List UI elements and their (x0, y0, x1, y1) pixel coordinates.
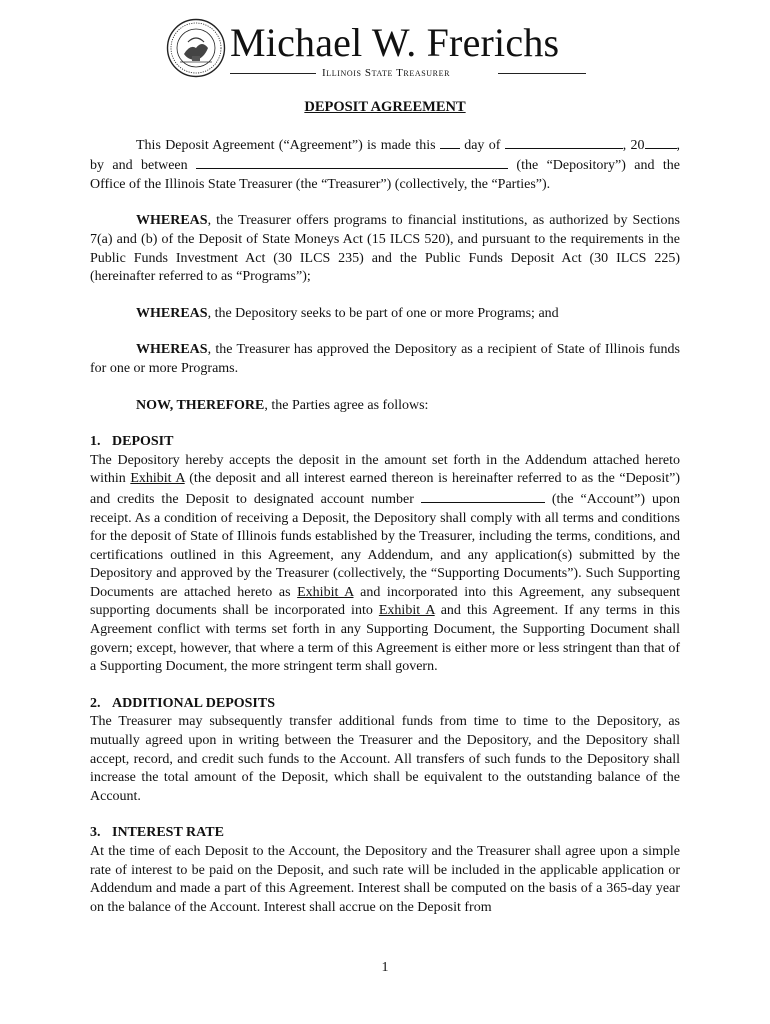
whereas-paragraph (90, 305, 680, 324)
section-text: and this Agreement. If any terms in this Agreement conflict with terms set forth in any Supporting Document, the Supporting Document shall govern; except, however, that where a term of this Agreement is either more or less stringent than that of a Supporting Document, the more stringent term shall govern. (90, 603, 681, 675)
section-body: At the time of each Deposit to the Account, the Depository and the Treasurer shall agree upon a simple rate of interest to be paid on the Deposit, and such rate will be included in the applicable application or Addendum and made a part of this Agreement. Interest shall be computed on the basis of a 365-day year on the balance of the Account. Interest shall accrue on the Deposit from (90, 844, 680, 915)
whereas-paragraph (90, 341, 680, 378)
intro-text: , (622, 137, 627, 153)
whereas-lead: WHEREAS (136, 213, 208, 229)
state-seal-icon (166, 18, 226, 78)
exhibit-a-reference: Exhibit A (297, 584, 354, 600)
whereas-paragraph (90, 212, 680, 286)
depository-name-blank[interactable] (196, 155, 508, 169)
letterhead-subtitle-row (230, 66, 586, 80)
intro-text: , by and between (90, 137, 680, 174)
intro-text: and the Office of the Illinois State Treasurer (the “Treasurer”) (collectively, the “Parties”). (90, 158, 680, 192)
document-body (90, 98, 680, 917)
intro-text: (the “Depository”) (516, 158, 626, 174)
now-therefore-paragraph (90, 397, 680, 416)
exhibit-a-reference: Exhibit A (130, 471, 185, 487)
section-number: 1. (90, 434, 101, 450)
section-number: 3. (90, 825, 101, 841)
section-number: 2. (90, 695, 101, 711)
section-text: and incorporated into this Agreement, any subsequent supporting documents shall be incorporated into (90, 584, 681, 619)
section-heading (90, 824, 680, 843)
intro-paragraph (90, 135, 680, 195)
section-text: (the “Account”) upon receipt. As a condition of receiving a Deposit, the Depository shall comply with all terms and conditions for the deposit of State of Illinois funds established by the Treasurer, including the terms, conditions, and certifications outlined in this Agreement, any Addendum, and any application(s) submitted by the Depository and approved by the Treasurer (collectively, the “Supporting Documents”). Such Supporting Documents are attached hereto as (90, 491, 680, 600)
account-number-blank[interactable] (421, 489, 545, 503)
section-body (90, 452, 680, 677)
section-title: DEPOSIT (112, 434, 174, 450)
section-heading (90, 433, 680, 452)
letterhead-name: Michael W. Frerichs (230, 20, 560, 65)
now-therefore-text: , the Parties agree as follows: (264, 397, 429, 413)
intro-text: day of (464, 137, 501, 153)
section-body: The Treasurer may subsequently transfer additional funds from time to time to the Depository, as mutually agreed upon in writing between the Treasurer and the Depository, and the Depository shall accept, record, and credit such funds to the Account. All transfers of such funds to the Depository shall increase the total amount of the Deposit, which shall be equivalent to the outstanding balance of the Account. (90, 714, 680, 804)
divider (498, 73, 586, 74)
intro-text: This Deposit Agreement (“Agreement”) is made this (136, 137, 436, 153)
letterhead-subtitle: Illinois State Treasurer (322, 67, 451, 79)
letterhead (166, 16, 586, 82)
section-text: The Depository hereby accepts the deposit in the amount set forth in the Addendum attached hereto within (90, 452, 680, 487)
section-title: INTEREST RATE (112, 825, 224, 841)
now-therefore-lead: NOW, THEREFORE (136, 397, 265, 413)
whereas-lead: WHEREAS (136, 305, 208, 321)
whereas-text: , the Treasurer offers programs to financial institutions, as authorized by Sections 7(a) and (b) of the Deposit of State Moneys Act (15 ILCS 520), and pursuant to the requirements in the Public Funds Investment Act (30 ILCS 235) and the Public Funds Deposit Act (30 ILCS 225) (hereinafter referred to as “Programs”); (90, 213, 680, 285)
whereas-lead: WHEREAS (136, 342, 208, 358)
section-heading (90, 695, 680, 714)
exhibit-a-reference: Exhibit A (378, 603, 435, 619)
intro-text: 20 (630, 137, 645, 153)
month-blank[interactable] (505, 135, 623, 149)
document-title: DEPOSIT AGREEMENT (304, 99, 466, 115)
divider (230, 73, 316, 74)
section-title: ADDITIONAL DEPOSITS (112, 695, 275, 711)
day-blank[interactable] (440, 135, 460, 149)
year-blank[interactable] (645, 135, 677, 149)
section-text: (the deposit and all interest earned thereon is hereinafter referred to as the “Deposit”) and credits the Deposit to designated account number (90, 471, 681, 507)
whereas-text: , the Depository seeks to be part of one or more Programs; and (207, 305, 559, 321)
whereas-text: , the Treasurer has approved the Depository as a recipient of State of Illinois funds for one or more Programs. (90, 342, 680, 376)
page-number: 1 (381, 960, 389, 975)
